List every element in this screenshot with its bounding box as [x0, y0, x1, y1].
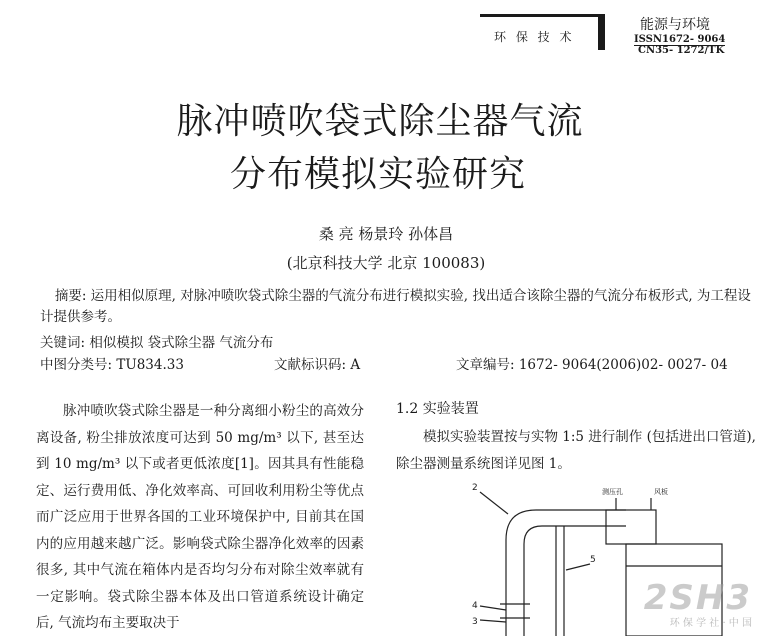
paper-title-line-1: 脉冲喷吹袋式除尘器气流 — [176, 101, 584, 142]
section-label: 环 保 技 术 — [494, 30, 575, 44]
figure-label-pressure-port: 测压孔 — [602, 488, 623, 496]
intro-paragraph: 脉冲喷吹袋式除尘器是一种分离细小粉尘的高效分离设备, 粉尘排放浓度可达到 50 mg/m³ 以下, 甚至达到 10 mg/m³ 以下或者更低浓度[1]。因其具有性能稳定、运行费用低、净化效率高、可回收利用粉尘等优点而广泛应用于世界各国的工业环境保护中, 目前其在国内的应用越来越广泛。影响袋式除尘器净化效率的因素很多, 其中气流在箱体内是否均匀分布对除尘效率就有一定影响。袋式除尘器本体及出口管道系统设计确定后, 气流均布主要取决于 — [36, 403, 364, 631]
journal-name: 能源与环境 — [640, 17, 710, 33]
body-column-left — [36, 398, 364, 637]
figure-label-5: 5 — [590, 555, 596, 565]
figure-label-4: 4 — [472, 601, 478, 611]
issn: ISSN1672- 9064 — [634, 34, 726, 45]
watermark-caption: 环 保 学 社 · 中 国 — [669, 618, 752, 629]
figure-label-2: 2 — [472, 483, 478, 493]
authors: 桑 亮 杨景玲 孙体昌 — [318, 225, 454, 243]
setup-paragraph: 模拟实验装置按与实物 1:5 进行制作 (包括进出口管道), 除尘器测量系统图详见图 1。 — [396, 429, 756, 472]
article-number: 文章编号: 1672- 9064(2006)02- 0027- 04 — [456, 357, 728, 373]
document-code: 文献标识码: A — [274, 357, 361, 373]
cn-number: CN35- 1272/TK — [638, 45, 725, 56]
figure-label-3: 3 — [472, 617, 478, 627]
section-heading: 1.2 实验装置 — [396, 401, 479, 417]
header-block — [598, 14, 605, 50]
clc-number: 中图分类号: TU834.33 — [40, 357, 184, 373]
abstract: 摘要: 运用相似原理, 对脉冲喷吹袋式除尘器的气流分布进行模拟实验, 找出适合该除尘器的气流分布板形式, 为工程设计提供参考。 — [40, 288, 751, 325]
inlet-duct-inner — [524, 526, 626, 636]
header-rule — [480, 14, 600, 17]
figure-label-plate: 风板 — [654, 488, 668, 496]
paper-title-line-2: 分布模拟实验研究 — [229, 154, 526, 195]
body-column-right — [396, 424, 766, 477]
watermark-logo: 2SH3 — [643, 578, 752, 618]
keywords: 关键词: 相似模拟 袋式除尘器 气流分布 — [40, 335, 274, 351]
affiliation: (北京科技大学 北京 100083) — [286, 254, 486, 272]
